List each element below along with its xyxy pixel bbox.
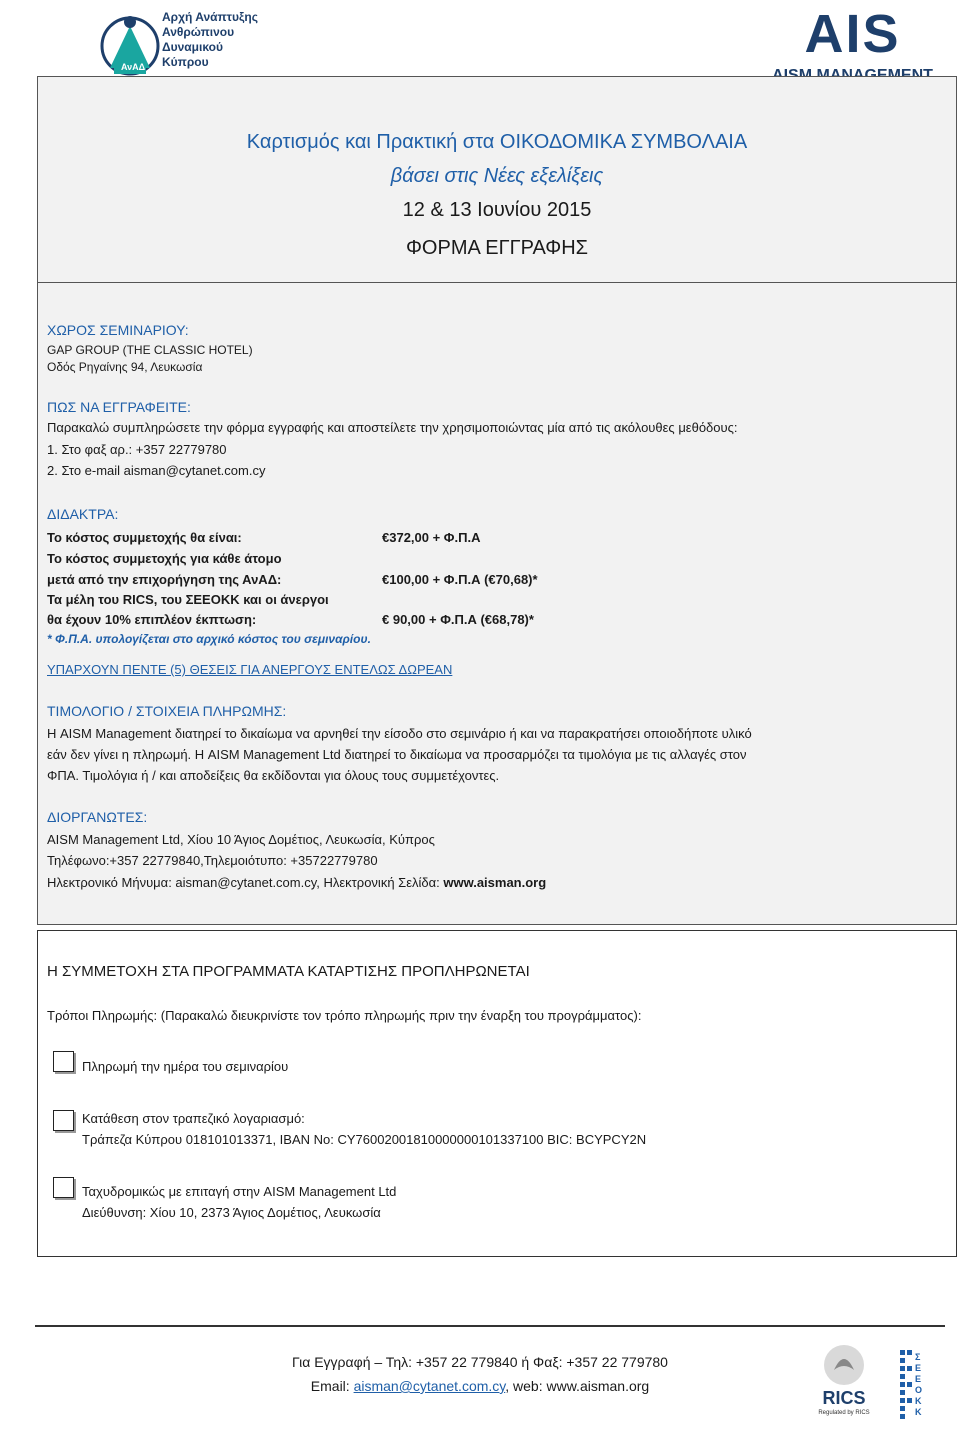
venue-line: GAP GROUP (THE CLASSIC HOTEL) (47, 343, 253, 357)
payment-option-label: Πληρωμή την ημέρα του σεμιναρίου (82, 1059, 289, 1074)
organizers-heading: ΔΙΟΡΓΑΝΩΤΕΣ: (47, 809, 148, 825)
seeokk-logo (898, 1348, 932, 1426)
form-title: ΦΟΡΜΑ ΕΓΓΡΑΦΗΣ (405, 237, 589, 259)
anad-badge: ΑνΑΔ (121, 62, 146, 72)
anad-line: Αρχή Ανάπτυξης (162, 10, 258, 24)
footer-contact: Για Εγγραφή – Τηλ: +357 22 779840 ή Φαξ: +357 22 779780 (292, 1354, 668, 1370)
organizer-phone: Τηλέφωνο:+357 22779840,Τηλεμοιότυπο: +35722779780 (47, 853, 378, 868)
anad-line: Δυναμικού (162, 40, 223, 54)
invoice-heading: ΤΙΜΟΛΟΓΙΟ / ΣΤΟΙΧΕΙΑ ΠΛΗΡΩΜΗΣ: (47, 703, 287, 719)
payment-option-detail: Τράπεζα Κύπρου 018101013371, IBAN No: CY76002001810000000101337100 BIC: BCYPCY2N (82, 1132, 647, 1147)
payment-intro: Τρόποι Πληρωμής: (Παρακαλώ διευκρινίστε τον τρόπο πληρωμής πριν την έναρξη του προγράμματος): (47, 1008, 642, 1023)
fees-footnote: * Φ.Π.Α. υπολογίζεται στο αρχικό κόστος του σεμιναρίου. (47, 632, 371, 646)
course-date: 12 & 13 Ιουνίου 2015 (402, 199, 592, 221)
invoice-text: Η AISM Management διατηρεί το δικαίωμα να αρνηθεί την είσοδο στο σεμινάριο ή και να παρακρατήσει οποιοδήποτε υλικό (47, 726, 752, 741)
seeokk-text: ΣΕΕΟΚΚ (915, 1352, 923, 1417)
fee-label: μετά από την επιχορήγηση της ΑνΑΔ: (47, 572, 282, 587)
payment-heading: Η ΣΥΜΜΕΤΟΧΗ ΣΤΑ ΠΡΟΓΡΑΜΜΑΤΑ ΚΑΤΑΡΤΙΣΗΣ ΠΡΟΠΛΗΡΩΝΕΤΑΙ (47, 963, 530, 980)
footer-email-label: Email: (310, 1378, 354, 1394)
footer-email-link[interactable]: aisman@cytanet.com.cy (353, 1378, 506, 1394)
fee-value: €100,00 + Φ.Π.Α (€70,68)* (382, 572, 538, 587)
ais-mark: AIS (804, 4, 901, 64)
rics-subtext: Regulated by RICS (818, 1410, 870, 1416)
fees-heading: ΔΙΔΑΚΤΡΑ: (47, 506, 119, 522)
footer-web (150, 1378, 810, 1394)
payment-option-label: Κατάθεση στον τραπεζικό λογαριασμό: (82, 1111, 305, 1126)
fee-label: Το κόστος συμμετοχής θα είναι: (47, 530, 242, 545)
organizer-email[interactable]: aisman@cytanet.com.cy (175, 875, 317, 890)
course-title: Καρτισμός και Πρακτική στα ΟΙΚΟΔΟΜΙΚΑ ΣΥΜΒΟΛΑΙΑ (246, 131, 748, 153)
payment-option-checkbox[interactable] (53, 1110, 74, 1131)
footer-divider (35, 1325, 945, 1327)
anad-logo (100, 8, 280, 83)
venue-heading: ΧΩΡΟΣ ΣΕΜΙΝΑΡΙΟΥ: (47, 322, 189, 338)
organizer-contact (47, 875, 546, 890)
organizer-address: AISM Management Ltd, Χίου 10 Άγιος Δομέτιος, Λευκωσία, Κύπρος (47, 832, 435, 847)
payment-option-checkbox[interactable] (53, 1177, 74, 1198)
email-label: Ηλεκτρονικό Μήνυμα: (47, 875, 176, 890)
fee-value: €372,00 + Φ.Π.Α (382, 530, 481, 545)
fee-label: Το κόστος συμμετοχής για κάθε άτομο (47, 551, 282, 566)
payment-option-checkbox[interactable] (53, 1051, 74, 1072)
payment-option-detail: Διεύθυνση: Χίου 10, 2373 Άγιος Δομέτιος, Λευκωσία (82, 1205, 381, 1220)
fee-label: θα έχουν 10% επιπλέον έκπτωση: (47, 612, 257, 627)
rics-logo (812, 1340, 876, 1428)
payment-option-label: Ταχυδρομικώς με επιταγή στην AISM Management Ltd (82, 1184, 397, 1199)
register-method: 2. Στο e-mail aisman@cytanet.com.cy (47, 463, 266, 478)
course-subtitle: βάσει στις Νέες εξελίξεις (390, 165, 604, 187)
register-heading: ΠΩΣ ΝΑ ΕΓΓΡΑΦΕΙΤΕ: (47, 399, 191, 415)
footer-web-text: , web: www.aisman.org (505, 1378, 650, 1394)
anad-line: Ανθρώπινου (162, 25, 235, 39)
invoice-text: εάν δεν γίνει η πληρωμή. Η AISM Management Ltd διατηρεί το δικαίωμα να προσαρμόζει τα τιμολόγια με τις αλλαγές στον (47, 747, 747, 762)
fee-value: € 90,00 + Φ.Π.Α (€68,78)* (382, 612, 534, 627)
organizer-website[interactable]: www.aisman.org (443, 875, 547, 890)
register-intro: Παρακαλώ συμπληρώσετε την φόρμα εγγραφής και αποστείλετε την χρησιμοποιώντας μία από τις ακόλουθες μεθόδους: (47, 420, 738, 435)
web-label: , Ηλεκτρονική Σελίδα: (316, 875, 444, 890)
register-method: 1. Στο φαξ αρ.: +357 22779780 (47, 442, 227, 457)
fee-label: Τα μέλη του RICS, του ΣΕΕΟΚΚ και οι άνεργοι (47, 592, 329, 607)
venue-line: Οδός Ρηγαίνης 94, Λευκωσία (47, 360, 203, 374)
rics-text: RICS (822, 1388, 866, 1408)
invoice-text: ΦΠΑ. Τιμολόγια ή / και αποδείξεις θα εκδίδονται για όλους τους συμμετέχοντες. (47, 768, 500, 783)
anad-line: Κύπρου (162, 55, 209, 69)
free-seats-notice: ΥΠΑΡΧΟΥΝ ΠΕΝΤΕ (5) ΘΕΣΕΙΣ ΓΙΑ ΑΝΕΡΓΟΥΣ ΕΝΤΕΛΩΣ ΔΩΡΕΑΝ (47, 662, 453, 677)
